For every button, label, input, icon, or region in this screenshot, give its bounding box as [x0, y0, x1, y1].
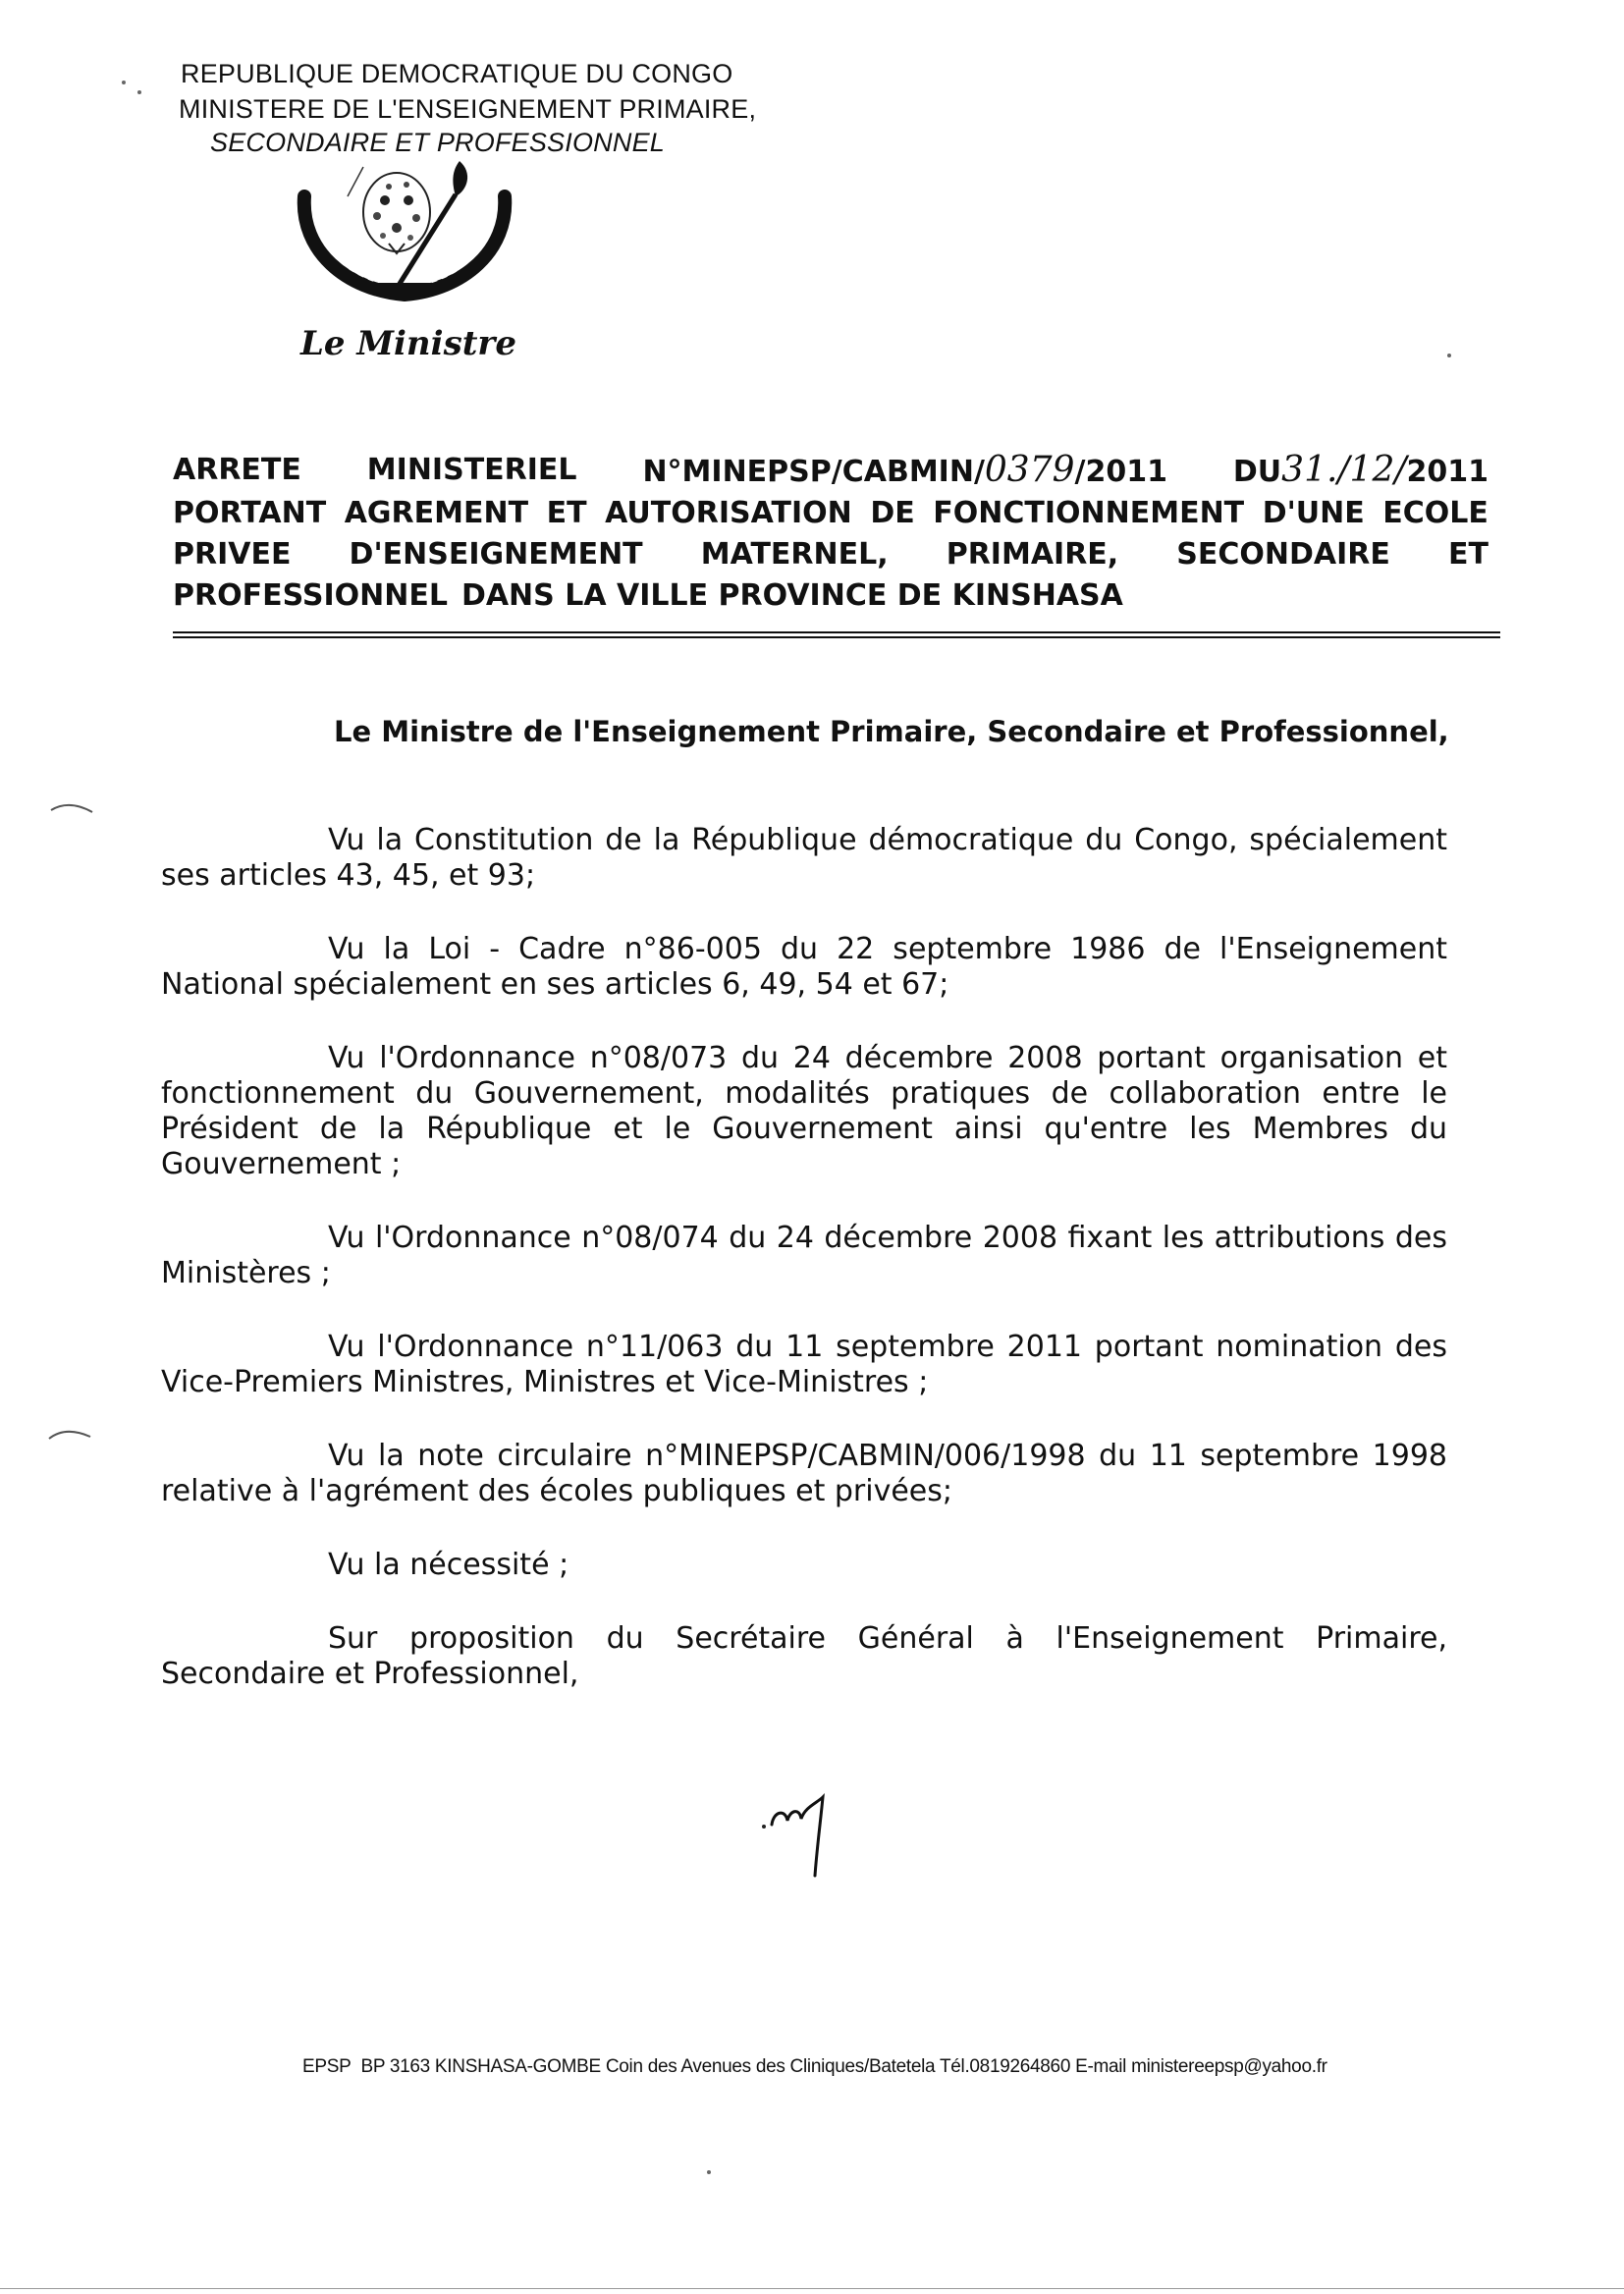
- decree-word: PORTANT: [173, 496, 327, 530]
- decree-word: ET: [546, 496, 587, 530]
- decree-word: FONCTIONNEMENT: [933, 496, 1245, 530]
- handwritten-decree-date: 31./12/: [1281, 450, 1407, 490]
- header-country: REPUBLIQUE DEMOCRATIQUE DU CONGO: [181, 59, 733, 88]
- consideration-paragraph: Vu l'Ordonnance n°11/063 du 11 septembre 2011 portant nomination des Vice-Premiers Ministres, Ministres et Vice-Ministres ;: [161, 1330, 1447, 1399]
- footer-address: BP 3163 KINSHASA-GOMBE Coin des Avenues des Cliniques/Batetela Tél.0819264860 E-mail ministereepsp@yahoo.fr: [360, 2056, 1327, 2077]
- decree-date: DU31./12/2011: [1232, 450, 1489, 490]
- decree-row-3: [173, 534, 1489, 575]
- leopard-emblem-icon: [287, 157, 522, 324]
- decree-word: AGREMENT: [344, 496, 529, 530]
- decree-word: SECONDAIRE: [1176, 537, 1390, 572]
- decree-word: D'ENSEIGNEMENT: [349, 537, 643, 572]
- title-divider: [173, 631, 1500, 633]
- consideration-paragraph: Vu la note circulaire n°MINEPSP/CABMIN/006/1998 du 11 septembre 1998 relative à l'agrément des écoles publiques et privées;: [161, 1439, 1447, 1508]
- handwritten-decree-number: 0379: [984, 450, 1075, 490]
- decree-word: ET: [1447, 537, 1489, 572]
- decree-word: AUTORISATION: [605, 496, 852, 530]
- scan-edge: [0, 2288, 1624, 2289]
- preamble-title: Le Ministre de l'Enseignement Primaire, Secondaire et Professionnel,: [334, 715, 1449, 748]
- decree-word: ARRETE: [173, 453, 301, 487]
- header-ministry: MINISTERE DE L'ENSEIGNEMENT PRIMAIRE,: [179, 94, 757, 124]
- decree-word: DANS LA VILLE PROVINCE DE KINSHASA: [460, 578, 1123, 613]
- decree-title: [173, 450, 1489, 617]
- decree-word: PRIVEE: [173, 537, 292, 572]
- letterhead-footer: [302, 2056, 1382, 2078]
- decree-word: PROFESSIONNEL: [173, 578, 448, 613]
- decree-word: ECOLE: [1382, 496, 1489, 530]
- minister-title: Le Ministre: [300, 324, 516, 363]
- decree-word: D'UNE: [1262, 496, 1365, 530]
- considerations-body: [161, 823, 1447, 1730]
- decree-number: N°MINEPSP/CABMIN/0379/2011: [642, 450, 1167, 490]
- decree-word: MATERNEL,: [700, 537, 889, 572]
- consideration-paragraph: Vu l'Ordonnance n°08/073 du 24 décembre 2008 portant organisation et fonctionnement du Gouvernement, modalités pratiques de collaboration entre le Président de la République et le Gouvernement ainsi qu'entre les Membres du Gouvernement ;: [161, 1041, 1447, 1181]
- scan-dot: [137, 90, 141, 94]
- footer-label: EPSP: [302, 2056, 352, 2077]
- decree-word: PRIMAIRE,: [946, 537, 1119, 572]
- decree-row-4: [173, 575, 1489, 617]
- scan-dot: [707, 2170, 711, 2174]
- header-ministry-continued: SECONDAIRE ET PROFESSIONNEL: [210, 128, 665, 157]
- scan-dot: [1447, 354, 1451, 357]
- decree-word: DE: [870, 496, 915, 530]
- decree-row-1: [173, 450, 1489, 493]
- consideration-paragraph: Vu la nécessité ;: [328, 1548, 569, 1582]
- scan-dot: [122, 81, 126, 84]
- margin-mark-icon: [49, 800, 96, 816]
- consideration-paragraph: Vu la Constitution de la République démocratique du Congo, spécialement ses articles 43, 45, et 93;: [161, 823, 1447, 893]
- consideration-paragraph: Vu la Loi - Cadre n°86-005 du 22 septembre 1986 de l'Enseignement National spécialement en ses articles 6, 49, 54 et 67;: [161, 932, 1447, 1002]
- margin-mark-icon: [47, 1427, 94, 1443]
- consideration-paragraph: Sur proposition du Secrétaire Général à l'Enseignement Primaire, Secondaire et Professionnel,: [161, 1621, 1447, 1691]
- consideration-paragraph: Vu l'Ordonnance n°08/074 du 24 décembre 2008 fixant les attributions des Ministères ;: [161, 1221, 1447, 1290]
- decree-row-2: [173, 493, 1489, 534]
- decree-word: MINISTERIEL: [366, 453, 577, 487]
- handwritten-initials-icon: [756, 1789, 864, 1880]
